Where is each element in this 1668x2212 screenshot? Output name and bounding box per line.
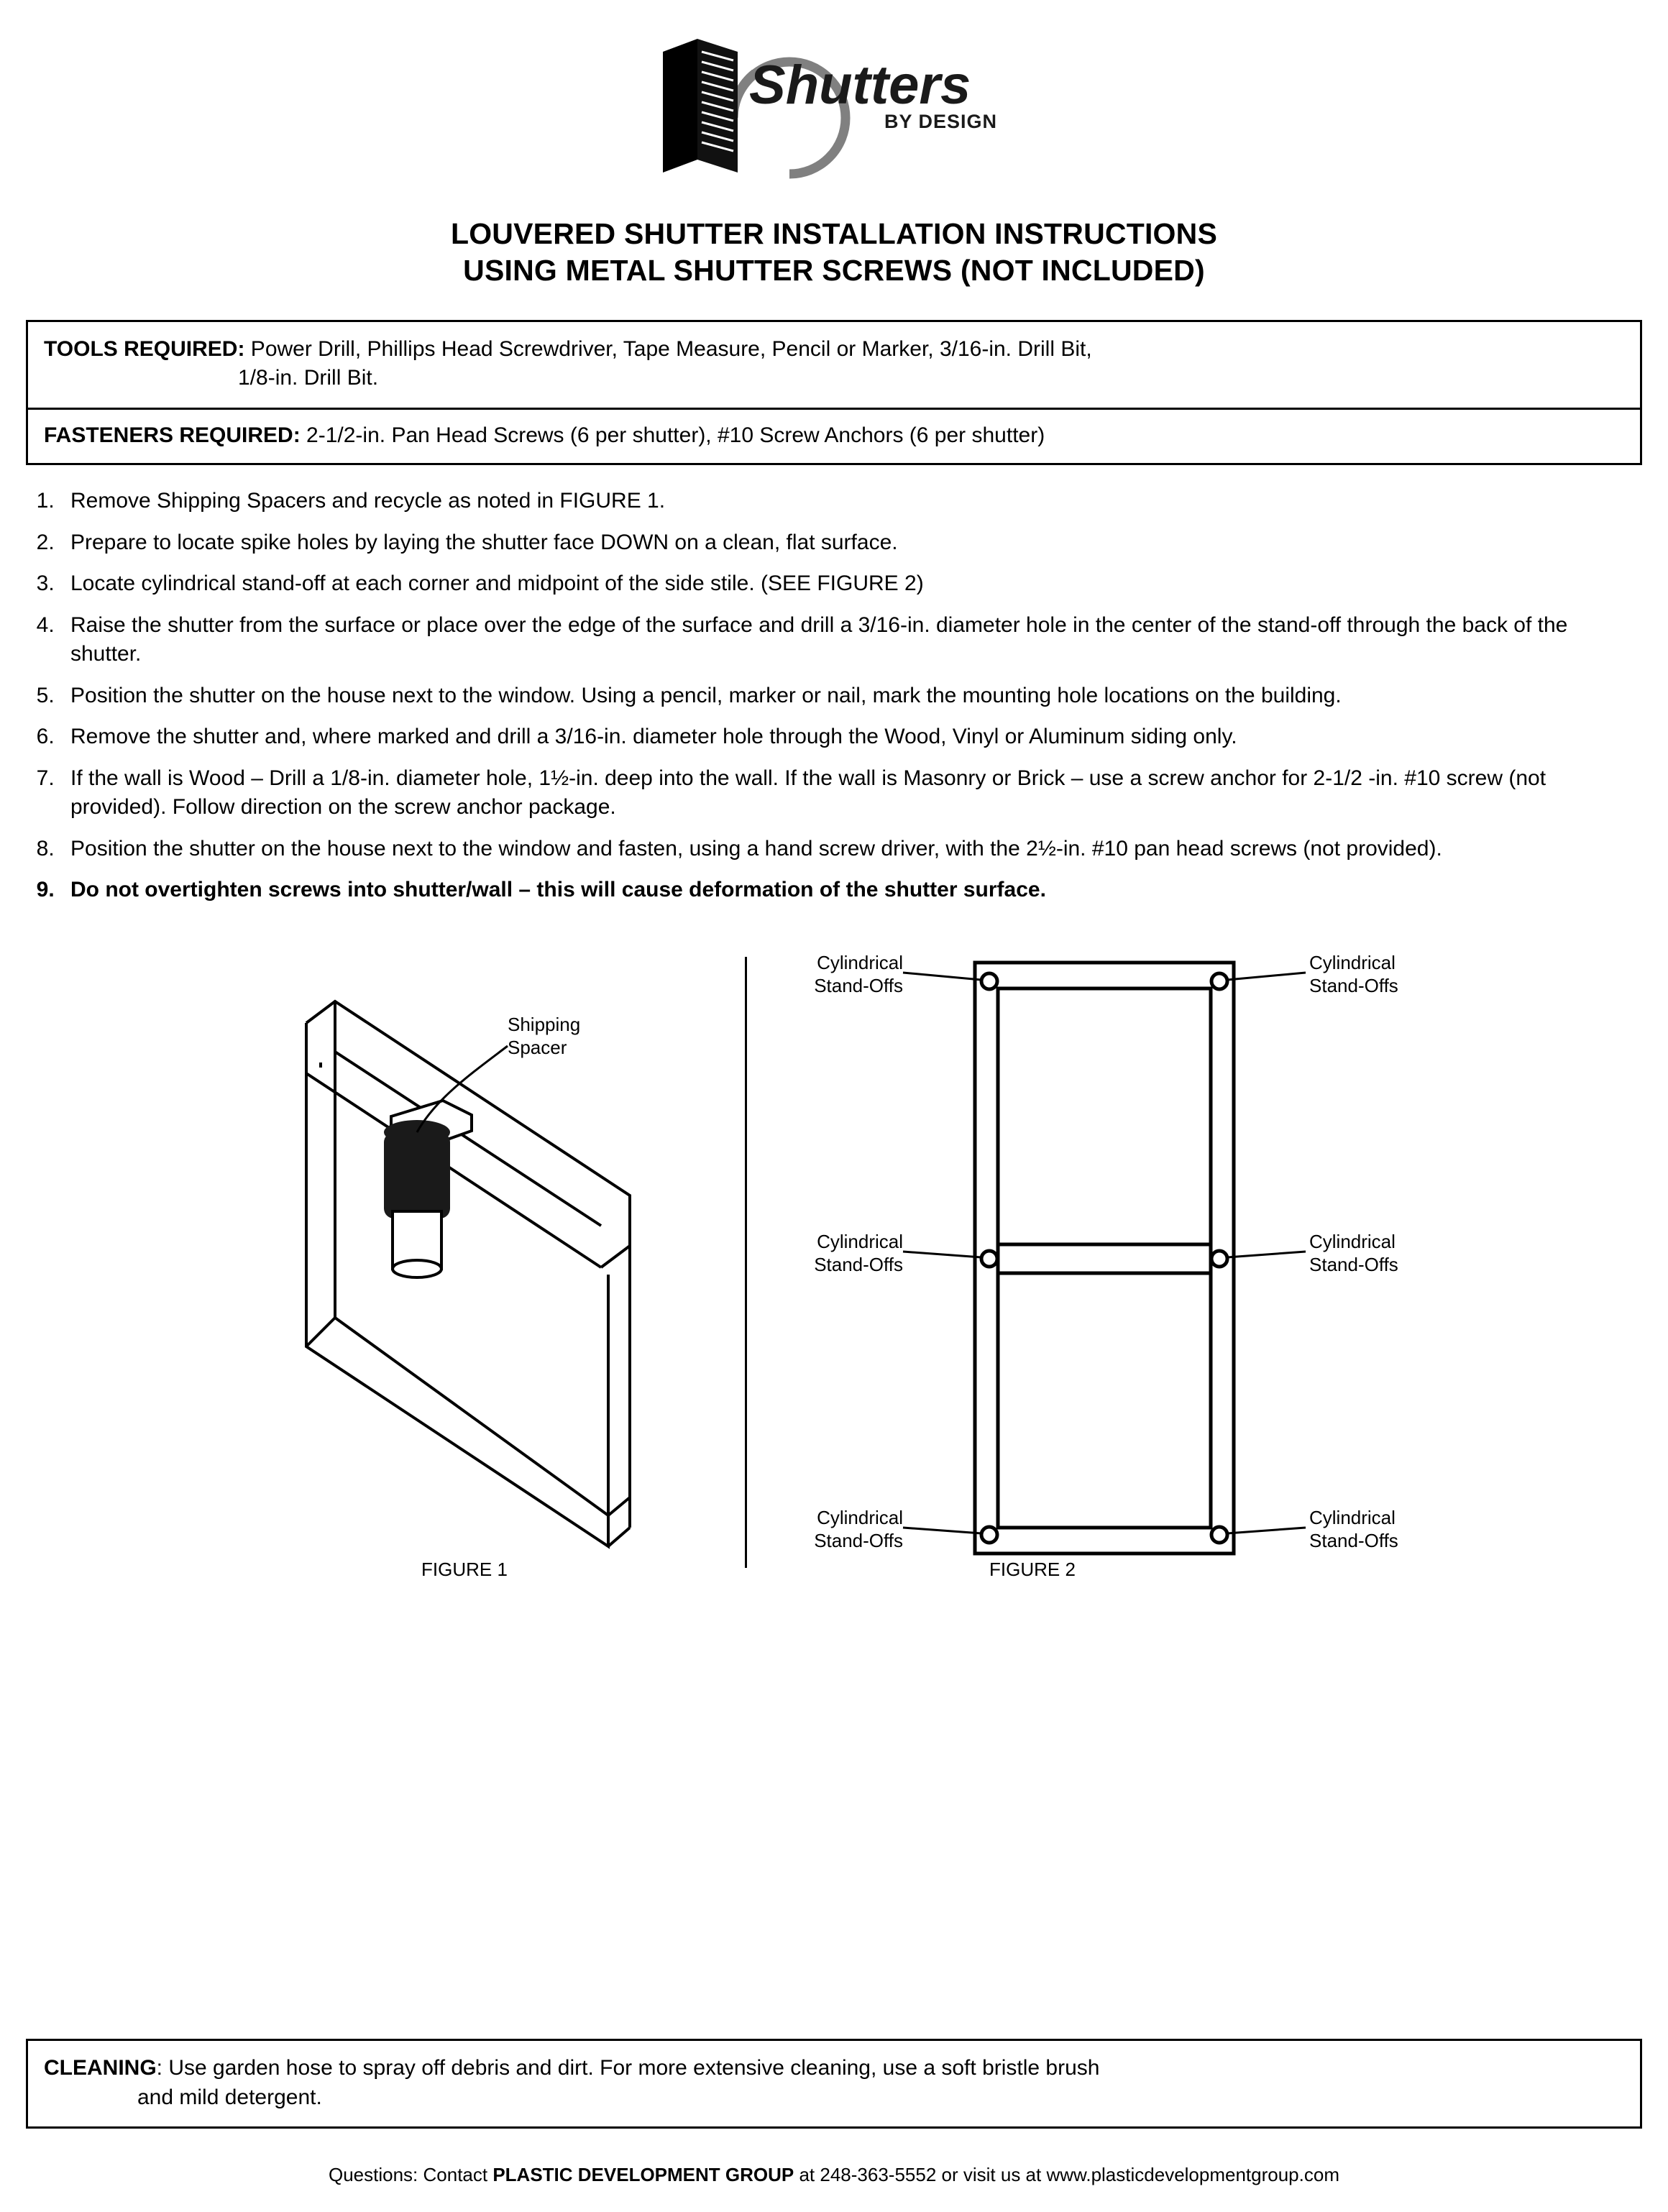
callout-line-1: Cylindrical <box>1309 1506 1396 1528</box>
figure-2-illustration <box>774 944 1435 1591</box>
figure-2-callout-bottom-left <box>702 1506 903 1553</box>
tools-required-box <box>26 320 1642 410</box>
figure-1-callout <box>508 1013 580 1060</box>
step-item-warning: 9. Do not overtighten screws into shutter/wall – this will cause deformation of the shutter surface. <box>60 876 1642 905</box>
figure-2-callout-mid-left <box>702 1230 903 1277</box>
callout-line-1: Cylindrical <box>1309 1230 1396 1252</box>
shipping-spacer-graphic <box>384 1101 472 1277</box>
figure-1-callout-line-2: Spacer <box>508 1037 567 1058</box>
tools-required-text-2: 1/8-in. Drill Bit. <box>238 366 379 390</box>
logo-header <box>26 0 1642 216</box>
callout-line-2: Stand-Offs <box>814 1530 903 1551</box>
instruction-steps <box>26 487 1642 905</box>
footer-post: at 248-363-5552 or visit us at www.plasticdevelopmentgroup.com <box>794 2164 1339 2185</box>
fasteners-required-text: 2-1/2-in. Pan Head Screws (6 per shutter), #10 Screw Anchors (6 per shutter) <box>300 423 1045 447</box>
callout-line-2: Stand-Offs <box>1309 1530 1398 1551</box>
logo-brand-text: Shutters <box>749 55 971 116</box>
figure-1-illustration <box>292 944 738 1591</box>
shutter-louver-icon <box>663 39 738 173</box>
footer <box>0 2164 1668 2186</box>
title-line-2: USING METAL SHUTTER SCREWS (NOT INCLUDED) <box>463 254 1205 288</box>
fasteners-required-label: FASTENERS REQUIRED: <box>44 423 301 447</box>
step-item: 2. Prepare to locate spike holes by laying the shutter face DOWN on a clean, flat surface. <box>60 528 1642 558</box>
footer-pre: Questions: Contact <box>328 2164 493 2185</box>
figures-section <box>26 944 1642 1591</box>
footer-company: PLASTIC DEVELOPMENT GROUP <box>492 2164 794 2185</box>
callout-line-1: Cylindrical <box>817 1506 903 1528</box>
shutters-by-design-logo <box>647 10 1021 211</box>
callout-line-2: Stand-Offs <box>1309 975 1398 996</box>
cleaning-box <box>26 2039 1642 2129</box>
cleaning-text: : Use garden hose to spray off debris and dirt. For more extensive cleaning, use a soft bristle brush <box>156 2056 1100 2080</box>
figure-2-callout-bottom-right <box>1309 1506 1398 1553</box>
page-title <box>26 216 1642 290</box>
callout-line-1: Cylindrical <box>1309 951 1396 973</box>
tools-required-text: Power Drill, Phillips Head Screwdriver, Tape Measure, Pencil or Marker, 3/16-in. Drill Bit, <box>244 336 1092 361</box>
figure-2-caption: FIGURE 2 <box>989 1558 1076 1580</box>
step-item: 5. Position the shutter on the house next to the window. Using a pencil, marker or nail, mark the mounting hole locations on the building. <box>60 682 1642 711</box>
step-item: 3. Locate cylindrical stand-off at each corner and midpoint of the side stile. (SEE FIGURE 2) <box>60 569 1642 599</box>
logo-tagline-text: BY DESIGN <box>884 111 998 132</box>
step-item: 7. If the wall is Wood – Drill a 1/8-in. diameter hole, 1½-in. deep into the wall. If the wall is Masonry or Brick – use a screw anchor for 2-1/2 -in. #10 screw (not provided). Follow direction on the screw anchor package. <box>60 764 1642 822</box>
figure-1-caption: FIGURE 1 <box>421 1558 508 1580</box>
step-item: 1. Remove Shipping Spacers and recycle as noted in FIGURE 1. <box>60 487 1642 516</box>
tools-required-label: TOOLS REQUIRED: <box>44 336 245 361</box>
figure-2-callout-mid-right <box>1309 1230 1398 1277</box>
figure-1-callout-line-1: Shipping <box>508 1013 581 1035</box>
step-item: 8. Position the shutter on the house next to the window and fasten, using a hand screw driver, with the 2½-in. #10 pan head screws (not provided). <box>60 835 1642 864</box>
callout-line-1: Cylindrical <box>817 951 903 973</box>
logo-svg <box>647 10 1021 211</box>
callout-line-2: Stand-Offs <box>814 975 903 996</box>
figure-2-callout-top-right <box>1309 951 1398 998</box>
cleaning-text-2: and mild detergent. <box>137 2085 322 2109</box>
callout-line-2: Stand-Offs <box>814 1254 903 1275</box>
cleaning-label: CLEANING <box>44 2056 157 2080</box>
callout-line-1: Cylindrical <box>817 1230 903 1252</box>
fasteners-required-box <box>26 410 1642 466</box>
step-item: 6. Remove the shutter and, where marked and drill a 3/16-in. diameter hole through the Wood, Vinyl or Aluminum siding only. <box>60 722 1642 752</box>
callout-line-2: Stand-Offs <box>1309 1254 1398 1275</box>
title-line-1: LOUVERED SHUTTER INSTALLATION INSTRUCTIONS <box>450 217 1218 250</box>
figure-2-callout-top-left <box>702 951 903 998</box>
step-item: 4. Raise the shutter from the surface or place over the edge of the surface and drill a 3/16-in. diameter hole in the center of the stand-off through the back of the shutter. <box>60 611 1642 669</box>
